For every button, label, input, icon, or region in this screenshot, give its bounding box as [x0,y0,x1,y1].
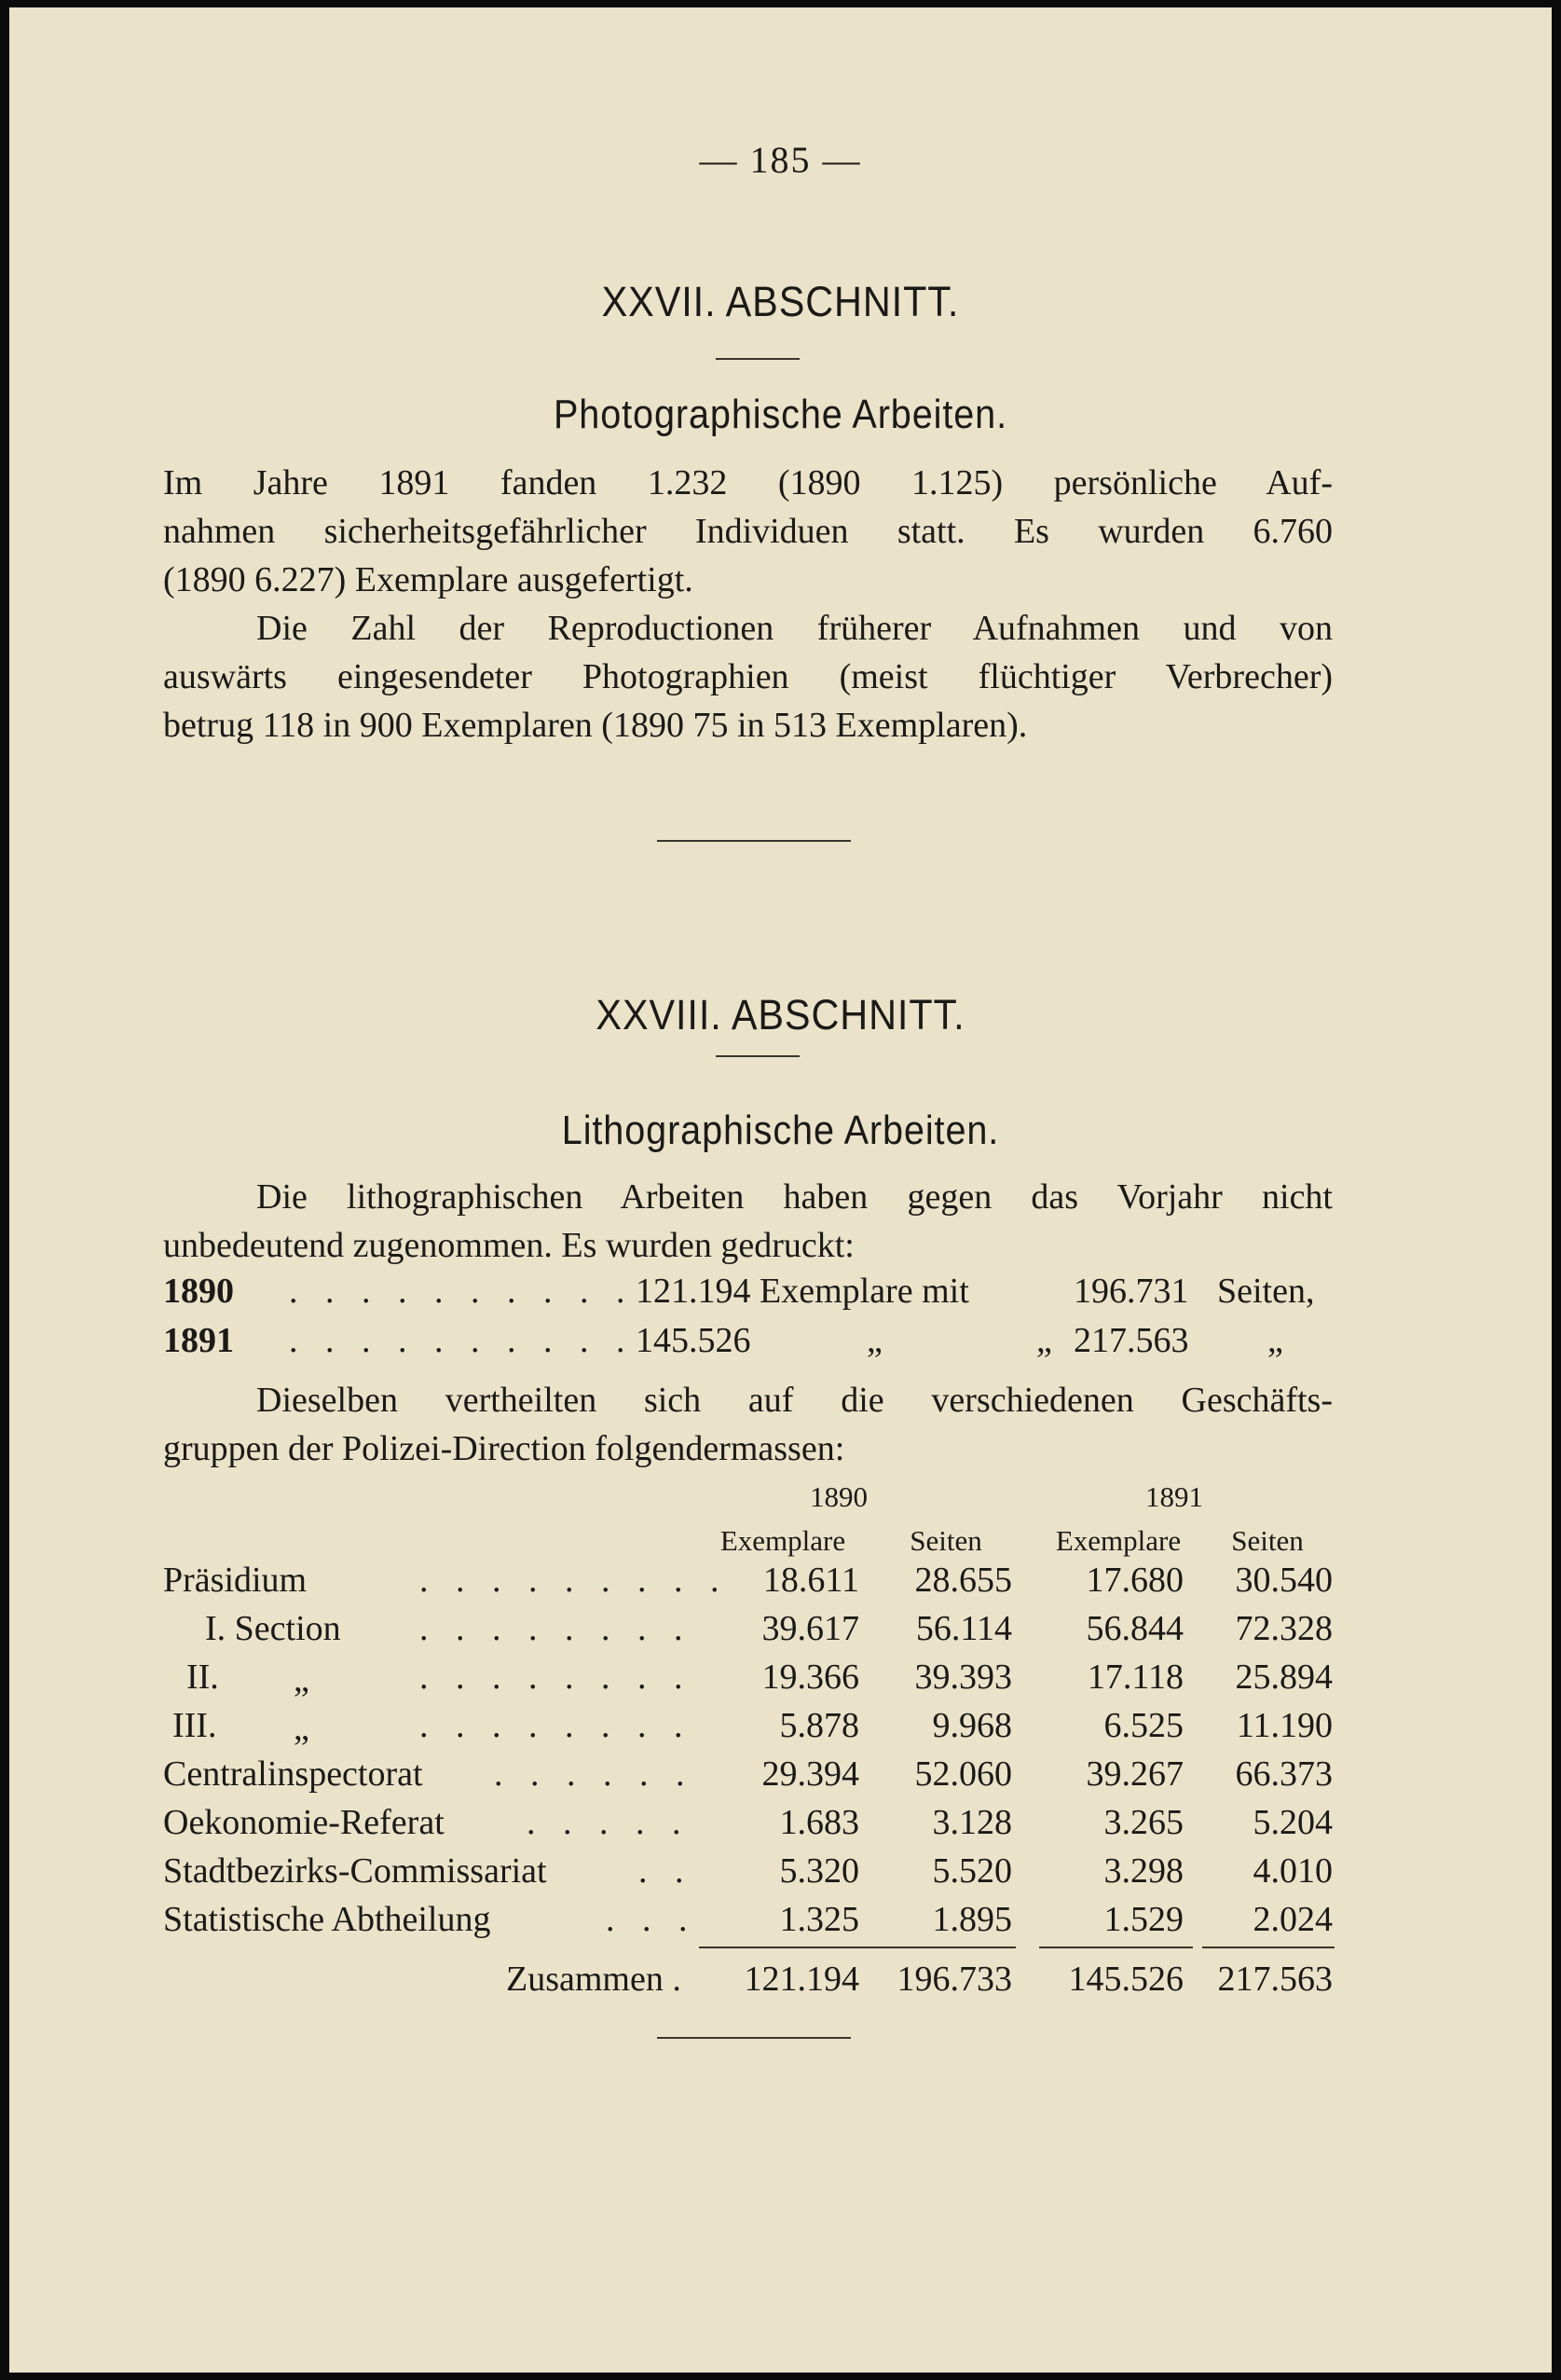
leader-dots: . . . [606,1900,697,1939]
cell-value: 1.529 [1103,1900,1184,1939]
cell-value: 19.366 [761,1658,859,1697]
cell-value: 2.024 [1253,1900,1333,1939]
row-label: Stadtbezirks-Commissariat [163,1851,547,1891]
row-label: Statistische Abtheilung [163,1900,491,1939]
cell-value: 6.525 [1103,1706,1184,1745]
section-divider [657,840,851,842]
book-page [9,7,1552,2373]
cell-value: 5.878 [779,1706,859,1745]
cell-value: 39.617 [761,1609,859,1648]
year-header: 1891 [1145,1480,1203,1513]
section-27-paragraph-1 [163,459,1333,604]
heading-rule [716,1055,800,1057]
cell-value: 4.010 [1253,1851,1333,1891]
cell-value: 25.894 [1235,1658,1333,1697]
leader-dots: . . . . . . . . . . [289,1321,635,1360]
cell-value: 9.968 [932,1706,1012,1745]
paragraph-line: Die lithographischen Arbeiten haben gegen das Vorjahr nicht [256,1177,1333,1217]
ditto-mark: „ [294,1709,309,1748]
leader-dots: . . . . . [527,1803,691,1842]
cell-value: 66.373 [1235,1754,1333,1794]
section-28-heading: XXVIII. ABSCHNITT. [596,991,965,1039]
total-value: 217.563 [1217,1960,1333,1999]
cell-value: 1.895 [932,1900,1012,1939]
leader-dots: . . . . . . . . . [419,1561,729,1600]
page-number: — 185 — [699,139,862,181]
total-value: 145.526 [1068,1960,1184,1999]
cell-value: 1.325 [779,1900,859,1939]
cell-value: 72.328 [1235,1609,1333,1648]
leader-dots: . . . . . . [494,1754,694,1794]
paragraph-line: Dieselben vertheilten sich auf die verschiedenen Geschäfts- [256,1381,1333,1420]
paragraph-line: Die Zahl der Reproductionen früherer Aufnahmen und von [256,609,1333,648]
total-label: Zusammen . [506,1960,681,1999]
paragraph-line: nahmen sicherheitsgefährlicher Individuen statt. Es wurden 6.760 [163,512,1333,551]
sum-rule [1039,1947,1193,1948]
print-year-1890: 1890 [163,1272,234,1311]
cell-value: 11.190 [1236,1706,1333,1745]
cell-value: 3.298 [1103,1851,1184,1891]
row-label: I. Section [205,1609,341,1648]
row-label: Centralinspectorat [163,1754,423,1794]
paragraph-line: Im Jahre 1891 fanden 1.232 (1890 1.125) persönliche Auf- [163,463,1333,502]
cell-value: 39.267 [1086,1754,1184,1794]
sum-rule [1202,1947,1335,1948]
cell-value: 52.060 [914,1754,1012,1794]
cell-value: 5.320 [779,1851,859,1891]
cell-value: 30.540 [1235,1561,1333,1600]
sum-rule [885,1947,1016,1948]
column-header: Seiten [910,1524,982,1557]
section-27-paragraph-2 [163,604,1333,750]
ditto-mark: „ [1036,1321,1052,1360]
paragraph-line: unbedeutend zugenommen. Es wurden gedruckt: [163,1226,855,1265]
cell-value: 28.655 [914,1561,1012,1600]
row-label: II. [186,1658,219,1697]
cell-value: 5.520 [932,1851,1012,1891]
cell-value: 3.128 [932,1803,1012,1842]
row-label: Oekonomie-Referat [163,1803,445,1842]
section-28-paragraph-1 [163,1173,1333,1270]
section-28-paragraph-2 [163,1376,1333,1473]
cell-value: 17.680 [1086,1561,1184,1600]
leader-dots: . . . . . . . . [419,1609,692,1648]
cell-value: 29.394 [761,1754,859,1794]
total-value: 196.733 [897,1960,1012,1999]
year-header: 1890 [810,1480,868,1513]
print-copies-1890: 121.194 Exemplare mit [636,1272,969,1311]
column-header: Seiten [1231,1524,1304,1557]
section-28-subtitle: Lithographische Arbeiten. [561,1107,1000,1153]
cell-value: 5.204 [1253,1803,1333,1842]
cell-value: 17.118 [1087,1658,1184,1697]
print-unit-1890: Seiten, [1217,1272,1315,1311]
cell-value: 18.611 [762,1561,859,1600]
column-header: Exemplare [719,1524,846,1557]
print-year-1891: 1891 [163,1321,234,1360]
cell-value: 1.683 [779,1803,859,1842]
leader-dots: . . . . . . . . [419,1706,692,1745]
paragraph-line: (1890 6.227) Exemplare ausgefertigt. [163,560,693,599]
total-value: 121.194 [744,1960,859,1999]
heading-rule [716,358,800,360]
cell-value: 39.393 [914,1658,1012,1697]
paragraph-line: betrug 118 in 900 Exemplaren (1890 75 in 513 Exemplaren). [163,706,1028,745]
ditto-mark: „ [1267,1321,1283,1360]
leader-dots: . . . . . . . . [419,1658,692,1697]
sum-rule [699,1947,885,1948]
row-label: III. [172,1706,217,1745]
print-pages-1890: 196.731 [1074,1272,1189,1311]
ditto-mark: „ [867,1321,883,1360]
ditto-mark: „ [294,1660,309,1699]
print-copies-1891: 145.526 [636,1321,751,1360]
cell-value: 56.114 [915,1609,1012,1648]
row-label: Präsidium [163,1561,308,1600]
column-header: Exemplare [1055,1524,1182,1557]
end-divider [657,2037,851,2039]
section-27-subtitle: Photographische Arbeiten. [553,392,1008,437]
paragraph-line: gruppen der Polizei-Direction folgendermassen: [163,1429,845,1468]
paragraph-line: auswärts eingesendeter Photographien (meist flüchtiger Verbrecher) [163,657,1333,696]
leader-dots: . . [638,1851,693,1891]
cell-value: 56.844 [1086,1609,1184,1648]
section-27-heading: XXVII. ABSCHNITT. [601,278,960,325]
print-pages-1891: 217.563 [1074,1321,1189,1360]
leader-dots: . . . . . . . . . . [289,1272,635,1311]
cell-value: 3.265 [1103,1803,1184,1842]
